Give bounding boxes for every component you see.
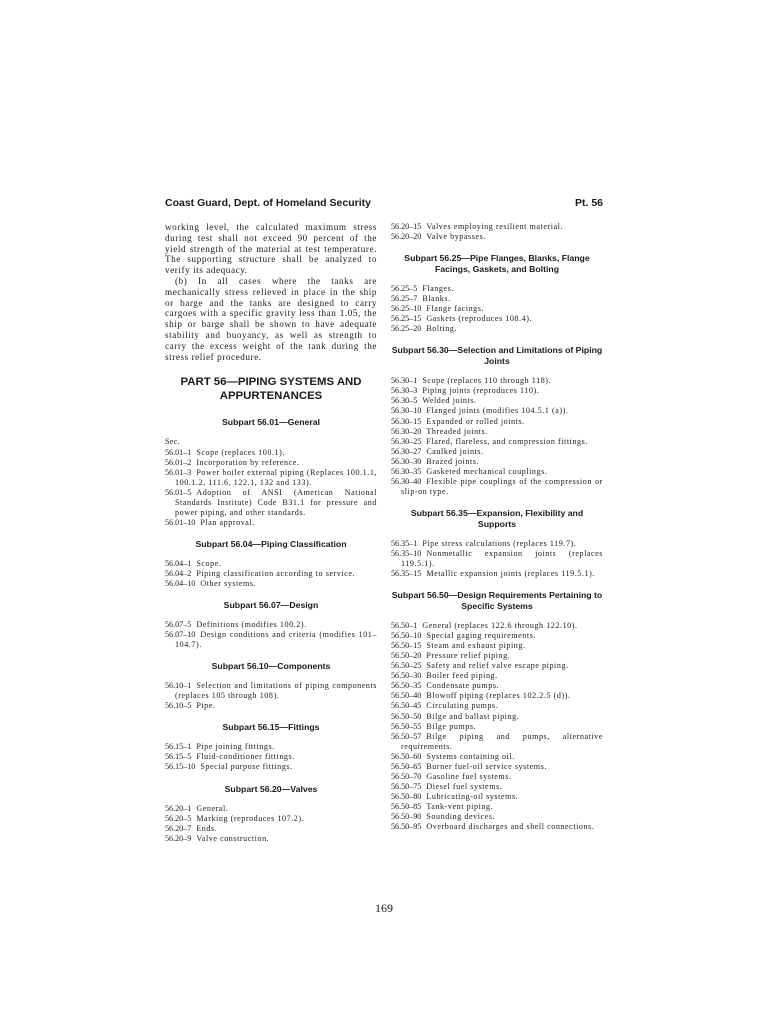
section-title: Design conditions and criteria (modifies 101–104.7). [175,630,377,650]
toc-entry [391,782,603,792]
toc-entry [391,752,603,762]
right-lead-entries [391,222,603,242]
section-title: Valve construction. [196,833,270,843]
subpart-heading: Subpart 56.30—Selection and Limitations of Piping Joints [391,345,603,367]
section-number: 56.04–2 [165,569,192,579]
section-title: Metallic expansion joints (replaces 119.5.1). [426,569,595,579]
section-title: Valve bypasses. [426,232,486,242]
section-number: 56.35–1 [391,538,418,548]
section-title: Threaded joints. [426,426,488,436]
toc-entry [165,762,377,772]
section-title: Adoption of ANSI (American National Standards Institute) Code B31.1 for pressure and power piping, and other standards. [175,487,377,517]
toc-entry [391,232,603,242]
section-title: Definitions (modifies 100.2). [196,620,307,630]
toc-entry [165,630,377,650]
toc-entry [165,559,377,569]
intro-paragraph-b: (b) In all cases where the tanks are mechanically stress relieved in place in the ship or barge and the tanks are designed to carry cargoes with a specific gravity less than 1.05, the ship or barge shall be shown to have adequate stability and buoyancy, as well as strength to carry the excess weight of the tank during the stress relief procedure. [165,275,377,362]
toc-entry [391,792,603,802]
section-number: 56.50–25 [391,661,422,671]
section-title: Diesel fuel systems. [426,781,503,791]
toc-entry [391,691,603,701]
toc-entry [391,712,603,722]
section-number: 56.50–90 [391,811,422,821]
toc-entry [165,834,377,844]
section-number: 56.30–35 [391,466,422,476]
section-title: Fluid-conditioner fittings. [196,752,295,762]
section-number: 56.50–95 [391,822,422,832]
toc-entry [165,468,377,488]
toc-entry [165,701,377,711]
section-title: Bilge piping and pumps, alternative requirements. [401,731,603,751]
section-title: Nonmetallic expansion joints (replaces 119.5.1). [401,548,603,568]
section-title: Systems containing oil. [426,751,515,761]
section-title: Piping joints (reproduces 110). [422,386,540,396]
section-title: Marking (reproduces 107.2). [196,813,305,823]
toc-entry [391,417,603,427]
section-title: Scope (replaces 100.1). [196,447,285,457]
section-number: 56.20–9 [165,833,192,843]
section-title: Boiler feed piping. [426,671,498,681]
section-number: 56.50–40 [391,691,422,701]
section-number: 56.30–25 [391,436,422,446]
running-head-agency: Coast Guard, Dept. of Homeland Security [165,197,371,209]
toc-entry [165,448,377,458]
section-number: 56.50–10 [391,631,422,641]
toc-entry [391,467,603,477]
section-title: Flanges. [422,284,454,294]
section-title: Steam and exhaust piping. [426,641,526,651]
sec-label: Sec. [165,436,180,446]
section-number: 56.01–10 [165,517,196,527]
section-title: Flexible pipe couplings of the compression or slip-on type. [401,476,603,496]
toc-entry [391,651,603,661]
toc-entry [391,314,603,324]
subpart-heading: Subpart 56.50—Design Requirements Pertaining to Specific Systems [391,590,603,612]
running-head-part: Pt. 56 [574,197,603,209]
section-title: Flanged joints (modifies 104.5.1 (a)). [426,406,569,416]
section-number: 56.35–15 [391,569,422,579]
section-title: Incorporation by reference. [196,457,300,467]
toc-entry [391,762,603,772]
toc-entry [391,569,603,579]
section-title: Sounding devices. [426,811,496,821]
toc-entry [165,814,377,824]
section-number: 56.20–20 [391,232,422,242]
toc-entry [391,539,603,549]
section-number: 56.20–5 [165,813,192,823]
toc-entry [391,386,603,396]
section-number: 56.20–15 [391,222,422,231]
section-number: 56.30–27 [391,446,422,456]
toc-entry [391,304,603,314]
page-header [165,197,603,209]
toc-entry [391,284,603,294]
section-title: Circulating pumps. [426,701,499,711]
section-title: Pipe stress calculations (replaces 119.7). [422,538,577,548]
section-title: Blanks. [422,294,451,304]
section-number: 56.01–2 [165,457,192,467]
toc-entry [165,742,377,752]
subpart-heading: Subpart 56.15—Fittings [222,722,320,733]
section-number: 56.25–20 [391,324,422,334]
section-title: Bolting. [426,324,458,334]
toc-entry [391,406,603,416]
toc-entry [391,396,603,406]
section-number: 56.25–7 [391,294,418,304]
section-title: Power boiler external piping (Replaces 100.1.1, 100.1.2, 111.6, 122.1, 132 and 133). [175,467,377,487]
section-number: 56.30–20 [391,426,422,436]
toc-entry [391,477,603,497]
subpart-entries [165,620,377,650]
toc-entry [391,701,603,711]
section-title: Selection and limitations of piping components (replaces 105 through 108). [175,681,377,701]
section-title: Scope (replaces 110 through 118). [422,376,552,386]
intro-paragraph-continued: working level, the calculated maximum stress during test shall not exceed 90 percent of the yield strength of the material at test temperature. The supporting structure shall be analyzed to verify its adequacy. [165,222,377,276]
toc-entry [391,802,603,812]
section-title: Expanded or rolled joints. [426,416,525,426]
section-title: Safety and relief valve escape piping. [426,661,569,671]
section-number: 56.10–5 [165,701,192,711]
section-title: Gasoline fuel systems. [426,771,512,781]
toc-entry [391,549,603,569]
section-number: 56.15–10 [165,762,196,772]
subpart-heading: Subpart 56.20—Valves [224,783,318,794]
section-number: 56.30–30 [391,456,422,466]
section-title: Welded joints. [422,396,477,406]
subpart-entries [391,376,603,497]
section-title: Valves employing resilient material. [426,222,564,231]
toc-entry [391,427,603,437]
section-number: 56.50–45 [391,701,422,711]
section-number: 56.30–15 [391,416,422,426]
toc-entry [165,518,377,528]
toc-entry [391,294,603,304]
section-number: 56.20–1 [165,803,192,813]
toc-entry [165,824,377,834]
subpart-heading: Subpart 56.07—Design [223,600,319,611]
section-title: Gasketed mechanical couplings. [426,466,548,476]
toc-entry [165,569,377,579]
section-number: 56.50–75 [391,781,422,791]
left-subparts [165,417,377,844]
section-number: 56.35–10 [391,548,422,558]
section-title: Pressure relief piping. [426,651,511,661]
left-column [165,222,377,844]
section-title: Condensate pumps. [426,681,500,691]
part-title: PART 56—PIPING SYSTEMS AND APPURTENANCES [180,376,362,402]
section-number: 56.30–5 [391,396,418,406]
toc-entry [165,620,377,630]
section-number: 56.50–20 [391,651,422,661]
section-title: Bilge and ballast piping. [426,711,520,721]
subpart-entries [391,539,603,579]
toc-entry [165,579,377,589]
toc-entry [165,681,377,701]
section-title: Ends. [196,823,218,833]
subpart-entries [165,804,377,844]
page-number: 169 [375,901,393,915]
section-number: 56.30–1 [391,376,418,386]
section-number: 56.15–5 [165,752,192,762]
subpart-entries [391,284,603,334]
section-number: 56.50–15 [391,641,422,651]
section-number: 56.30–40 [391,476,422,486]
section-title: Pipe. [196,701,216,711]
section-title: General (replaces 122.6 through 122.10). [422,621,578,631]
section-number: 56.50–55 [391,721,422,731]
section-number: 56.50–80 [391,791,422,801]
section-number: 56.04–10 [165,579,196,589]
section-title: Other systems. [200,579,257,589]
section-title: Special purpose fittings. [200,762,293,772]
section-number: 56.25–15 [391,314,422,324]
toc-entry [391,661,603,671]
section-title: Plan approval. [200,517,255,527]
toc-entry [165,752,377,762]
section-title: Flared, flareless, and compression fittings. [426,436,588,446]
toc-entry [165,458,377,468]
section-number: 56.50–57 [391,731,422,741]
section-title: Overboard discharges and shell connections. [426,822,595,832]
subpart-heading: Subpart 56.35—Expansion, Flexibility and Supports [410,507,584,529]
section-number: 56.25–5 [391,284,418,294]
right-subparts [391,253,603,832]
toc-entry [165,804,377,814]
section-number: 56.07–5 [165,620,192,630]
section-number: 56.50–60 [391,751,422,761]
section-number: 56.10–1 [165,681,192,691]
section-title: Tank-vent piping. [426,801,494,811]
section-number: 56.30–10 [391,406,422,416]
section-title: Special gaging requirements. [426,631,536,641]
section-number: 56.50–85 [391,801,422,811]
subpart-heading: Subpart 56.25—Pipe Flanges, Blanks, Flange Facings, Gaskets, and Bolting [404,253,590,275]
section-title: Scope. [196,558,222,568]
toc-entry [391,812,603,822]
subpart-entries [165,742,377,772]
toc-entry [391,772,603,782]
section-number: 56.20–7 [165,823,192,833]
toc-entry [391,671,603,681]
section-title: Gaskets (reproduces 108.4). [426,314,533,324]
toc-entry [391,722,603,732]
section-number: 56.50–1 [391,621,418,631]
section-title: Burner fuel-oil service systems. [426,761,547,771]
subpart-entries [165,681,377,711]
section-number: 56.04–1 [165,558,192,568]
subpart-heading: Subpart 56.04—Piping Classification [195,538,347,549]
section-title: Flange facings. [426,304,485,314]
subpart-heading: Subpart 56.01—General [221,416,320,427]
section-title: Caulked joints. [426,446,484,456]
section-number: 56.50–30 [391,671,422,681]
toc-entry [391,822,603,832]
section-number: 56.01–1 [165,447,192,457]
section-number: 56.07–10 [165,630,196,640]
subpart-entries [165,559,377,589]
section-number: 56.50–35 [391,681,422,691]
toc-entry [391,641,603,651]
toc-entry [391,457,603,467]
subpart-entries [165,448,377,528]
section-number: 56.50–65 [391,761,422,771]
section-number: 56.25–10 [391,304,422,314]
subpart-entries [391,621,603,832]
section-title: Piping classification according to service. [196,569,356,579]
right-column [391,222,603,832]
section-number: 56.30–3 [391,386,418,396]
toc-entry [391,621,603,631]
section-number: 56.01–5 [165,487,192,497]
toc-entry [391,437,603,447]
toc-entry [391,732,603,752]
section-title: Pipe joining fittings. [196,742,275,752]
section-title: General. [196,803,229,813]
section-number: 56.15–1 [165,742,192,752]
section-title: Lubricating-oil systems. [426,791,519,801]
toc-entry [391,631,603,641]
toc-entry [391,447,603,457]
section-title: Blowoff piping (replaces 102.2.5 (d)). [426,691,571,701]
section-number: 56.50–50 [391,711,422,721]
section-number: 56.01–3 [165,467,192,477]
toc-entry [165,488,377,518]
section-title: Brazed joints. [426,456,480,466]
toc-entry [391,376,603,386]
section-number: 56.50–70 [391,771,422,781]
toc-entry [391,681,603,691]
toc-entry [391,324,603,334]
section-title: Bilge pumps. [426,721,477,731]
toc-entry [391,222,603,232]
subpart-heading: Subpart 56.10—Components [211,661,331,672]
